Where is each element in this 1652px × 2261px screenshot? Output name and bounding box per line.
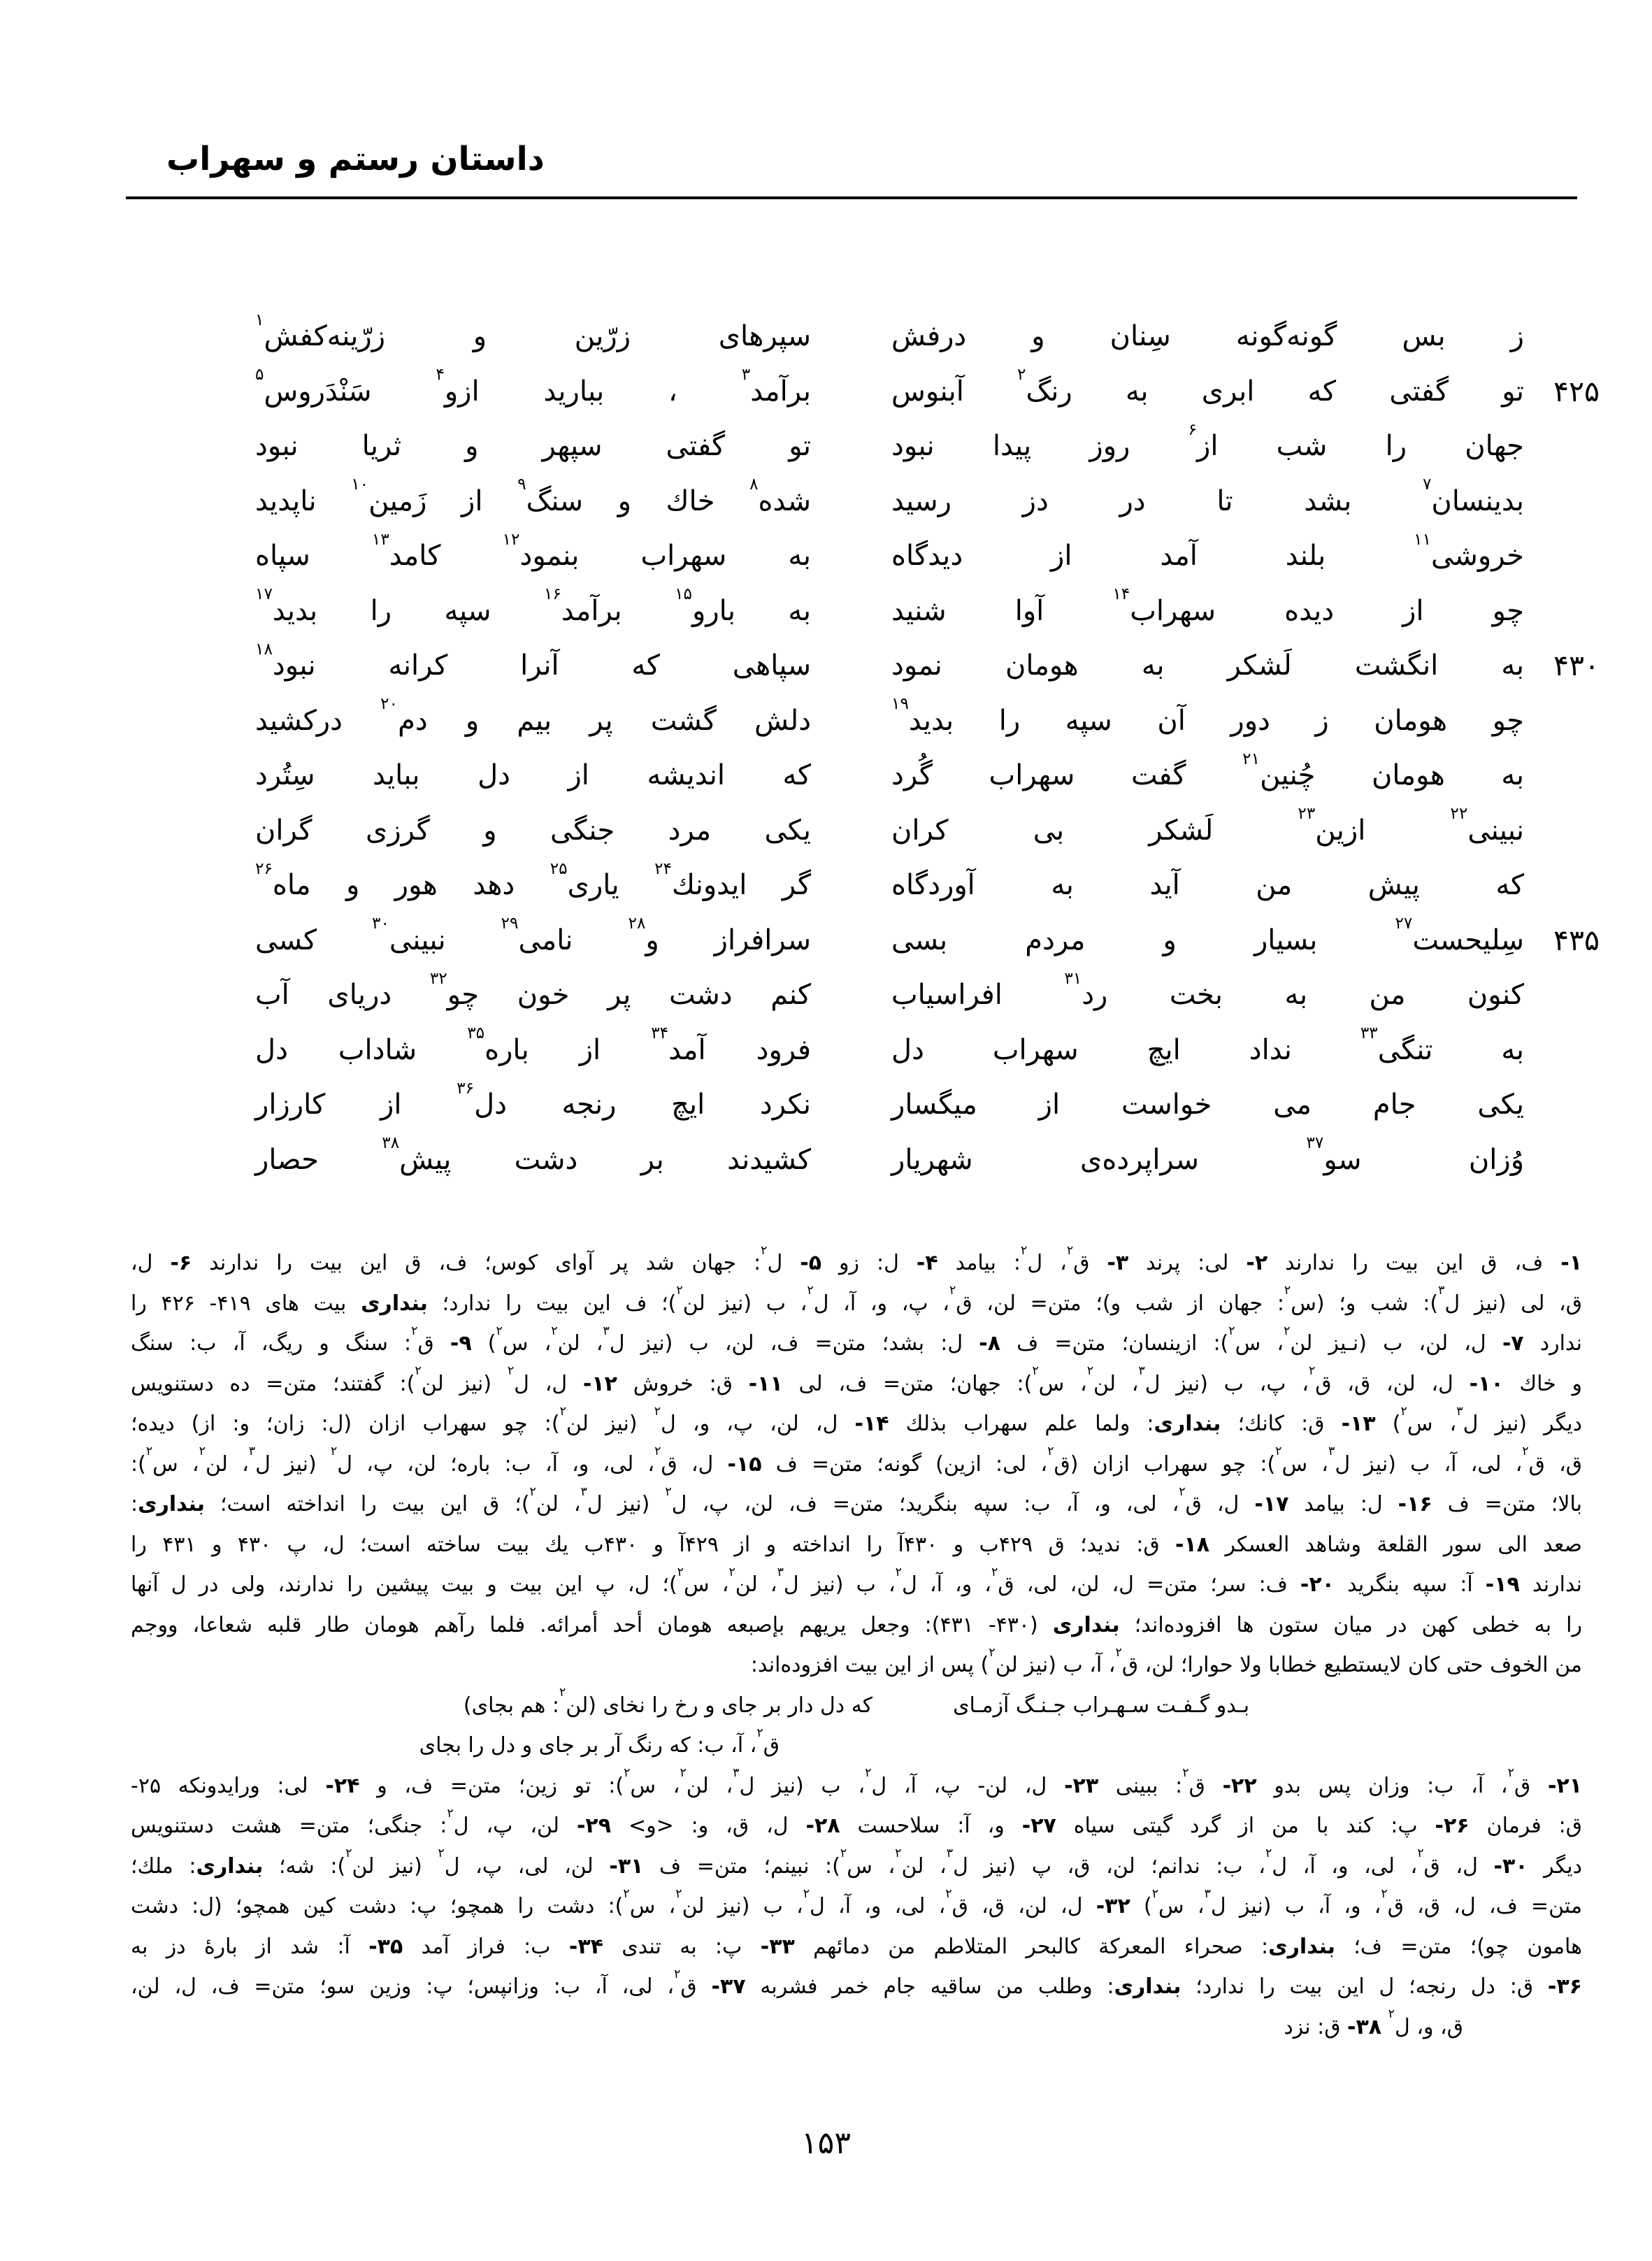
verse-row <box>21 474 1629 529</box>
apparatus-line: ۳۶- ق: دل رنجه؛ ل این بیت را ندارد؛ بنداری: وطلب من ساقیه جام خمر فشربه ۳۷- ق$^۲$، لی، آ، ب: وزانپس؛ پ: وزین سو؛ متن= ف، ل، لن، <box>131 1967 1582 1999</box>
apparatus-added-verse <box>131 1686 1582 1726</box>
hemistich-left: که اندیشه از دل بباید سِتُرد <box>255 759 811 792</box>
apparatus-line: دیگر ۳۰- ل، ق$^۲$، لی، و، آ، ل$^۲$، ب: ندانم؛ لن، ق، پ (نیز ل$^۳$، لن$^۲$، س$^۲$): نبینم؛ متن= ف ۳۱- لن، لی، پ، ل$^۲$ (نیز لن$^۲$): شه؛ بنداری: ملك؛ <box>131 1846 1583 1879</box>
added-verse-hemistich-left: که دل دار بر جای و رخ را نخای (لن$^۲$: هم بجای) <box>463 1686 873 1718</box>
hemistich-right: جهان را شب از$^۶$ روز پیدا نبود <box>891 419 1524 463</box>
hemistich-right: تو گفتی که ابری به رنگ$^۲$ آبنوس <box>891 365 1524 408</box>
header-rule <box>126 196 1577 199</box>
hemistich-left: گر ایدونك$^{۲۴}$ یاری$^{۲۵}$ دهد هور و ماه$^{۲۶}$ <box>255 859 811 902</box>
verse-row <box>21 748 1629 803</box>
added-verse-hemistich-right: بـدو گـفـت سـهـراب جـنـگ آزمـای <box>953 1693 1250 1718</box>
apparatus-line: ۲۱- ق$^۲$، آ، ب: وزان پس بدو ۲۲- ق$^۲$: ببینی ۲۳- ل، لن- پ، آ، ل$^۲$، ب (نیز ل$^۳$، لن$^۲$، س$^۲$): تو زین؛ متن= ف، و ۲۴- لی: ورایدونکه ۲۵- <box>131 1766 1583 1798</box>
hemistich-left: برآمد$^۳$ ، ببارید ازو$^۴$ سَنْدَروس$^۵$ <box>255 365 811 408</box>
verse-number: ۴۲۵ <box>1553 374 1600 408</box>
hemistich-right: که پیش من آید به آوردگاه <box>891 869 1524 902</box>
hemistich-right: چو از دیده سهراب$^{۱۴}$ آوا شنید <box>891 584 1524 627</box>
apparatus-line: متن= ف، ل، ق، ق$^۲$، و، آ، ب (نیز ل$^۳$، س$^۲$) ۳۲- ل، لن، ق، ق$^۲$، لی، و، آ، ل$^۲$، ب (نیز لن$^۲$، س$^۲$): دشت را همچو؛ پ: دشت کین همچو؛ (ل: دشت <box>131 1886 1583 1918</box>
poem-block <box>21 309 1629 1187</box>
hemistich-left: سرافراز و$^{۲۸}$ نامی$^{۲۹}$ نبینی$^{۳۰}$ کسی <box>255 914 811 956</box>
hemistich-left: سپاهی که آنرا کرانه نبود$^{۱۸}$ <box>255 639 811 682</box>
verse-row <box>21 309 1629 364</box>
apparatus-line: ندارند ۱۹- آ: سپه بنگرید ۲۰- ف: سر؛ متن= ل، لن، لی، ق$^۲$، و، آ، ل$^۲$، ب (نیز ل$^۳$، لن$^۲$، س$^۲$)؛ ل، پ این بیت و بیت پیشین را ندارند، ولی در ل آنها <box>131 1565 1583 1597</box>
hemistich-left: کشیدند بر دشت پیش$^{۳۸}$ حصار <box>255 1133 811 1176</box>
running-title: داستان رستم و سهراب <box>166 140 545 178</box>
hemistich-right: ز بس گونه‌گونه سِنان و درفش <box>891 320 1524 353</box>
hemistich-right: وُزان سو$^{۳۷}$ سراپرده‌ی شهریار <box>891 1133 1525 1176</box>
apparatus-line: ق$^۲$، آ، ب: که رنگ آر بر جای و دل را بجای <box>419 1725 780 1758</box>
hemistich-left: به بارو$^{۱۵}$ برآمد$^{۱۶}$ سپه را بدید$^{۱۷}$ <box>255 584 811 627</box>
hemistich-left: دلش گشت پر بیم و دم$^{۲۰}$ درکشید <box>255 694 812 737</box>
hemistich-left: فرود آمد$^{۳۴}$ از باره$^{۳۵}$ شاداب دل <box>255 1024 812 1066</box>
verse-row <box>21 1133 1629 1188</box>
apparatus-line: ق، لی (نیز ل$^۳$): شب و؛ (س$^۲$: جهان از شب و)؛ متن= لن، ق$^۲$، پ، و، آ، ل$^۲$، ب (نیز لن$^۲$)؛ ف این بیت را ندارد؛ بنداری بیت های ۴۱۹- ۴۲۶ را <box>131 1284 1583 1316</box>
verse-row <box>21 529 1629 584</box>
hemistich-left: نکرد ایچ رنجه دل$^{۳۶}$ از کارزار <box>255 1078 812 1121</box>
hemistich-left: شده$^۸$ خاك و سنگ$^۹$ از زَمین$^{۱۰}$ ناپدید <box>255 475 812 517</box>
apparatus-line: ق، ق$^۲$، لی، آ، ب (نیز ل$^۳$، س$^۲$): چو سهراب ازان (ق$^۲$، لی: ازین) گونه؛ متن= ف ۱۵- ل، ق$^۲$، لی، و، آ، ب: باره؛ لن، پ، ل$^۲$ (نیز ل$^۳$، لن$^۲$، س$^۲$): <box>131 1444 1583 1477</box>
apparatus-line: صعد الی سور القلعة وشاهد العسکر ۱۸- ق: ندید؛ ق ۴۲۹ب و ۴۳۰آ را انداخته و از ۴۲۹آ و ۴۳۰ب یك بیت ساخته است؛ ل، پ ۴۳۰ و ۴۳۱ را <box>131 1532 1582 1557</box>
hemistich-right: نبینی$^{۲۲}$ ازین$^{۲۳}$ لَشکر بی کران <box>891 804 1525 847</box>
verse-row <box>21 858 1629 913</box>
apparatus-line: را به خطی کهن در میان ستون ها افزوده‌اند؛ بنداری (۴۳۰- ۴۳۱): وجعل یریهم بإصبعه هومان أحد أمرائه. فلما رآهم هومان طار قلبه شعاعا، ووجم <box>131 1612 1582 1637</box>
hemistich-right: بدینسان$^۷$ بشد تا در دز رسید <box>891 475 1524 517</box>
verse-row <box>21 638 1629 694</box>
verse-row <box>21 419 1629 474</box>
hemistich-left: یکی مرد جنگی و گرزی گران <box>255 814 811 847</box>
apparatus-line: هامون چو)؛ متن= ف؛ بنداری: صحراء المعرکة کالبحر المتلاطم من دمائهم ۳۳- پ: به تندی ۳۴- ب: فراز آمد ۳۵- آ: شد از بارهٔ دز به <box>131 1934 1582 1959</box>
verse-number: ۴۳۵ <box>1553 923 1600 957</box>
page-number: ۱۵۳ <box>801 2125 851 2161</box>
verse-row <box>21 803 1629 859</box>
hemistich-left: سپرهای زرّین و زرّینه‌کفش$^۱$ <box>255 310 811 353</box>
verse-number: ۴۳۰ <box>1553 649 1600 683</box>
hemistich-right: به انگشت لَشکر به هومان نمود <box>891 649 1524 682</box>
apparatus-line: و خاك ۱۰- ل، لن، ق، ق$^۲$، پ، ب (نیز ل$^۳$، لن$^۲$، س$^۲$): جهان؛ متن= ف، لی ۱۱- ق: خروش ۱۲- ل، ل$^۲$ (نیز لن$^۲$): گفتند؛ متن= ده دستنویس <box>131 1364 1582 1396</box>
hemistich-right: یکی جام می خواست از میگسار <box>891 1089 1524 1121</box>
hemistich-right: چو هومان ز دور آن سپه را بدید$^{۱۹}$ <box>891 694 1524 737</box>
apparatus-line: ندارد ۷- ل، لن، ب (نـیز لن$^۲$، س$^۲$): ازینسان؛ متن= ف ۸- ل: بشد؛ متن= ف، لن، ب (نیز ل$^۳$، لن$^۲$، س$^۲$) ۹- ق$^۲$: سنگ و ریگ، آ، ب: سنگ <box>131 1323 1582 1356</box>
critical-apparatus <box>131 1243 1582 2047</box>
verse-row <box>21 968 1629 1023</box>
apparatus-line: ق، و، ل$^۲$ ۳۸- ق: نزد <box>1284 2007 1463 2039</box>
hemistich-right: به تنگی$^{۳۳}$ نداد ایچ سهراب دل <box>891 1024 1524 1066</box>
verse-row <box>21 584 1629 639</box>
verse-row <box>21 364 1629 419</box>
hemistich-right: کنون من به بخت رد$^{۳۱}$ افراسیاب <box>891 968 1525 1012</box>
apparatus-line: من الخوف حتی کان لایستطیع خطابا ولا حوارا؛ لن، ق$^۲$، آ، ب (نیز لن$^۲$) پس از این بیت افزوده‌اند: <box>750 1645 1582 1677</box>
hemistich-left: تو گفتی سپهر و ثریا نبود <box>255 430 811 463</box>
hemistich-left: به سهراب بنمود$^{۱۲}$ کامد$^{۱۳}$ سپاه <box>255 529 811 573</box>
verse-row <box>21 694 1629 749</box>
apparatus-line: دیگر (نیز ل$^۳$، س$^۲$) ۱۳- ق: کانك؛ بنداری: ولما علم سهراب بذلك ۱۴- ل، لن، پ، و، ل$^۲$ (نیز لن$^۲$): چو سهراب ازان (ل: زان؛ و: از) دیده؛ <box>131 1404 1582 1436</box>
apparatus-line: ق: فرمان ۲۶- پ: کند با من از گرد گیتی سیاه ۲۷- و، آ: سلاحست ۲۸- ل، ق، و: <و> ۲۹- لن، پ، ل$^۲$: جنگی؛ متن= هشت دستنویس <box>131 1806 1583 1838</box>
verse-row <box>21 913 1629 968</box>
verse-row <box>21 1077 1629 1133</box>
hemistich-right: به هومان چُنین$^{۲۱}$ گفت سهراب گُرد <box>891 749 1524 792</box>
hemistich-right: سِلیحست$^{۲۷}$ بسیار و مردم بسی <box>891 914 1524 956</box>
apparatus-line: ۱- ف، ق این بیت را ندارند ۲- لی: پرند ۳- ق$^۲$، ل$^۲$: بیامد ۴- ل: زو ۵- ل$^۲$: جهان شد پر آوای کوس؛ ف، ق این بیت را ندارند ۶- ل، <box>131 1243 1582 1275</box>
hemistich-right: خروشی$^{۱۱}$ بلند آمد از دیدگاه <box>891 529 1524 573</box>
verse-row <box>21 1023 1629 1078</box>
hemistich-left: کنم دشت پر خون چو$^{۳۲}$ دریای آب <box>255 968 811 1012</box>
apparatus-line: بالا؛ متن= ف ۱۶- ل: بیامد ۱۷- ل، ق$^۲$، لی، و، آ، ب: سپه بنگرید؛ متن= ف، لن، پ، ل$^۲$ (نیز ل$^۳$، لن$^۲$)؛ ق این بیت را انداخته است؛ بنداری: <box>131 1484 1583 1516</box>
